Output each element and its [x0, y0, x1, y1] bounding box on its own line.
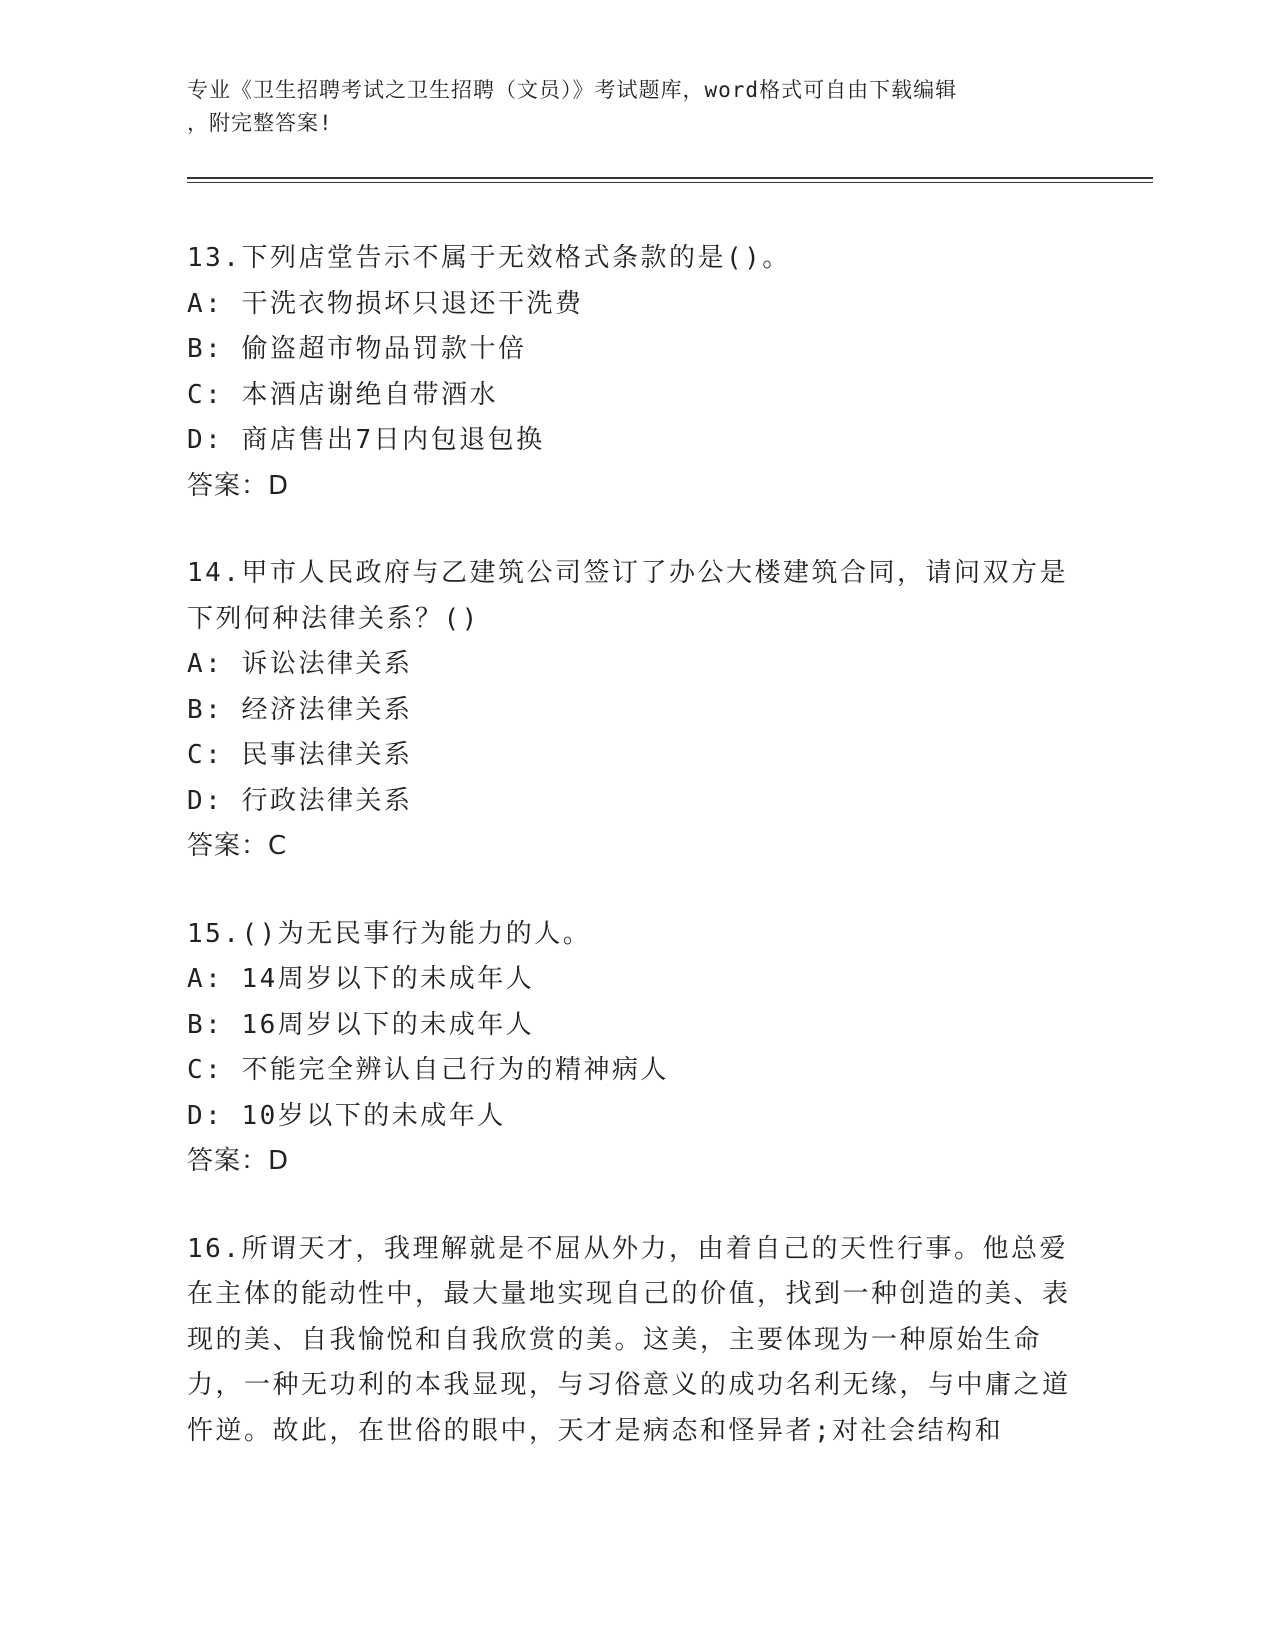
option-d: D: 行政法律关系: [187, 785, 413, 816]
option-a: A: 14周岁以下的未成年人: [187, 964, 535, 994]
option-a: A: 诉讼法律关系: [187, 649, 413, 679]
header-line-2: ，附完整答案!: [187, 111, 333, 135]
answer: 答案：C: [187, 831, 288, 861]
option-a: A: 干洗衣物损坏只退还干洗费: [187, 288, 584, 319]
option-d: D: 10岁以下的未成年人: [187, 1100, 506, 1131]
question-16: [187, 1227, 1087, 1455]
question-stem: 15.()为无民事行为能力的人。: [187, 918, 592, 949]
answer: 答案：D: [187, 1146, 290, 1176]
header-divider-thick: [187, 177, 1153, 179]
header-divider-thin: [187, 182, 1153, 183]
document-header: [187, 74, 1067, 140]
question-list: [187, 236, 1087, 1454]
question-stem: 14.甲市人民政府与乙建筑公司签订了办公大楼建筑合同，请问双方是下列何种法律关系？(): [187, 558, 1068, 634]
question-15: [187, 912, 1087, 1185]
question-13: [187, 236, 1087, 509]
option-c: C: 不能完全辨认自己行为的精神病人: [187, 1055, 669, 1085]
question-14: [187, 551, 1087, 870]
answer: 答案：D: [187, 470, 290, 501]
option-b: B: 经济法律关系: [187, 694, 413, 725]
question-stem: 16.所谓天才，我理解就是不屈从外力，由着自己的天性行事。他总爱在主体的能动性中，最大量地实现自己的价值，找到一种创造的美、表现的美、自我愉悦和自我欣赏的美。这美，主要体现为一种原始生命力，一种无功利的本我显现，与习俗意义的成功名利无缘，与中庸之道忤逆。故此，在世俗的眼中，天才是病态和怪异者;对社会结构和: [187, 1233, 1071, 1446]
question-stem: 13.下列店堂告示不属于无效格式条款的是()。: [187, 243, 791, 273]
header-line-1: 专业《卫生招聘考试之卫生招聘（文员）》考试题库，word格式可自由下载编辑: [187, 78, 958, 102]
option-c: C: 本酒店谢绝自带酒水: [187, 379, 498, 410]
option-b: B: 16周岁以下的未成年人: [187, 1009, 535, 1040]
option-b: B: 偷盗超市物品罚款十倍: [187, 334, 527, 364]
option-c: C: 民事法律关系: [187, 740, 413, 770]
option-d: D: 商店售出7日内包退包换: [187, 425, 545, 455]
